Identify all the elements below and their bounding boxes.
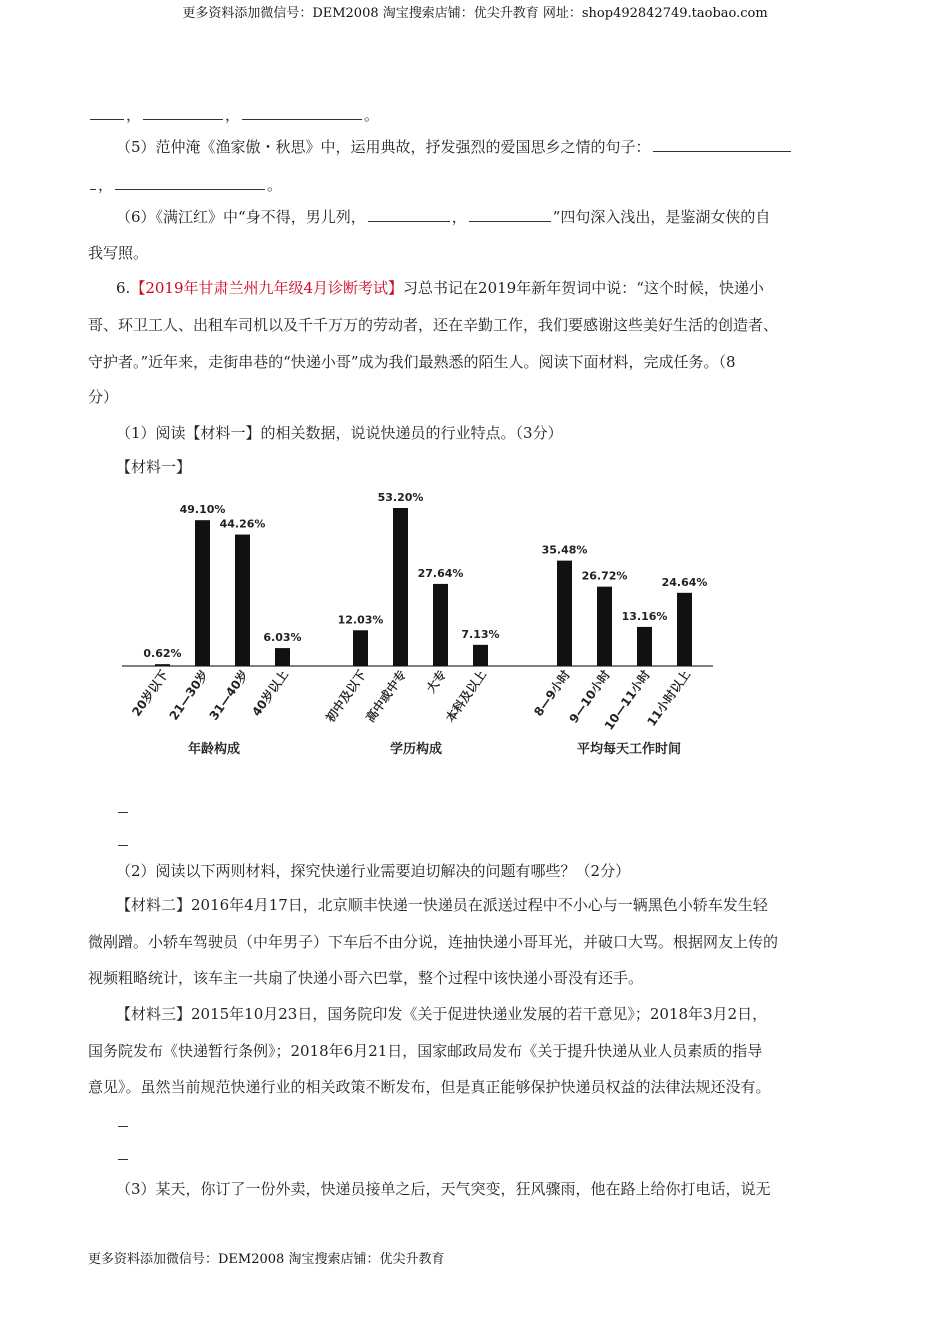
sub-question-1: （1）阅读【材料一】的相关数据，说说快递员的行业特点。（3分） bbox=[116, 424, 563, 442]
material-3-line3: 意见》。虽然当前规范快递行业的相关政策不断发布，但是真正能够保护快递员权益的法律法规还没有。 bbox=[88, 1078, 771, 1096]
bar bbox=[275, 648, 290, 666]
question-5 bbox=[116, 136, 793, 157]
bar-value-label: 24.64% bbox=[661, 575, 708, 589]
category-label: 31—40岁 bbox=[206, 667, 251, 723]
bar-value-label: 44.26% bbox=[219, 517, 266, 531]
question-6-line2: 哥、环卫工人、出租车司机以及千千万万的劳动者，还在辛勤工作，我们要感谢这些美好生活的创造者、 bbox=[88, 316, 779, 334]
category-label: 大专 bbox=[423, 667, 449, 696]
category-label: 9—10小时 bbox=[566, 667, 613, 726]
bar bbox=[433, 584, 448, 666]
question-number: 6. bbox=[116, 279, 131, 297]
bar bbox=[473, 645, 488, 666]
answer-dash bbox=[118, 845, 128, 846]
text: 习总书记在2019年新年贺词中说：“这个时候，快递小 bbox=[403, 279, 764, 297]
question-5-cont bbox=[88, 174, 282, 195]
bar-value-label: 7.13% bbox=[461, 627, 500, 641]
bar bbox=[155, 664, 170, 666]
blank[interactable] bbox=[90, 188, 96, 190]
bar bbox=[597, 587, 612, 666]
sub-question-2: （2）阅读以下两则材料，探究快递行业需要迫切解决的问题有哪些？（2分） bbox=[116, 862, 631, 880]
separator: ， bbox=[451, 208, 467, 226]
separator: ， bbox=[225, 106, 241, 124]
category-label: 初中及以下 bbox=[323, 667, 369, 725]
separator: 。 bbox=[364, 106, 380, 124]
page-footer: 更多资料添加微信号：DEM2008 淘宝搜索店铺：优尖升教育 bbox=[88, 1252, 445, 1267]
bar bbox=[235, 535, 250, 666]
bar-value-label: 6.03% bbox=[263, 631, 302, 645]
separator: ， bbox=[98, 176, 114, 194]
group-title: 学历构成 bbox=[389, 742, 443, 757]
material-2-line2: 微剐蹭。小轿车驾驶员（中年男子）下车后不由分说，连抽快递小哥耳光，并破口大骂。根据网友上传的 bbox=[88, 933, 779, 951]
category-label: 20岁以下 bbox=[129, 667, 171, 719]
question-5-text: （5）范仲淹《渔家傲・秋思》中，运用典故，抒发强烈的爱国思乡之情的句子： bbox=[116, 138, 651, 156]
bar-value-label: 53.20% bbox=[377, 491, 424, 504]
question-6-sub bbox=[116, 206, 770, 227]
category-label: 本科及以上 bbox=[443, 667, 489, 725]
material-1-chart bbox=[110, 480, 720, 770]
material-3-line1: 【材料三】2015年10月23日，国务院印发《关于促进快递业发展的若干意见》；2018年3月2日， bbox=[116, 1005, 768, 1023]
group-title: 年龄构成 bbox=[187, 742, 241, 757]
text: ”四句深入浅出，是鉴湖女侠的自 bbox=[552, 208, 771, 226]
category-label: 高中或中专 bbox=[363, 667, 409, 725]
category-label: 8—9小时 bbox=[531, 667, 573, 719]
question-6-line1 bbox=[116, 277, 764, 298]
bar bbox=[393, 508, 408, 666]
bar-value-label: 49.10% bbox=[179, 503, 226, 517]
category-label: 21—30岁 bbox=[166, 667, 211, 723]
bar bbox=[637, 627, 652, 666]
separator: ， bbox=[126, 106, 142, 124]
text: （6）《满江红》中“身不得，男儿列， bbox=[116, 208, 366, 226]
question-6-line4: 分） bbox=[88, 388, 119, 406]
answer-blank-line bbox=[88, 104, 379, 125]
bar bbox=[557, 561, 572, 666]
blank[interactable] bbox=[469, 220, 551, 222]
material-3-line2: 国务院发布《快递暂行条例》；2018年6月21日，国家邮政局发布《关于提升快递从业人员素质的指导 bbox=[88, 1042, 763, 1060]
bar bbox=[353, 630, 368, 666]
material-1-label: 【材料一】 bbox=[116, 458, 192, 476]
separator: 。 bbox=[267, 176, 283, 194]
blank[interactable] bbox=[115, 188, 265, 190]
answer-dash bbox=[118, 812, 128, 813]
category-label: 40岁以上 bbox=[249, 667, 291, 719]
bar bbox=[195, 520, 210, 666]
question-6-sub-line2: 我写照。 bbox=[88, 244, 149, 262]
sub-question-3: （3）某天，你订了一份外卖，快递员接单之后，天气突变，狂风骤雨，他在路上给你打电话，说无 bbox=[116, 1180, 771, 1198]
bar-value-label: 12.03% bbox=[337, 613, 384, 627]
blank[interactable] bbox=[90, 118, 124, 120]
source-tag: 【2019年甘肃兰州九年级4月诊断考试】 bbox=[130, 279, 404, 297]
blank[interactable] bbox=[242, 118, 362, 120]
page-header: 更多资料添加微信号：DEM2008 淘宝搜索店铺：优尖升教育 网址：shop492842749.taobao.com bbox=[182, 6, 768, 21]
answer-dash bbox=[118, 1126, 128, 1127]
blank[interactable] bbox=[368, 220, 450, 222]
answer-dash bbox=[118, 1159, 128, 1160]
material-2-line1: 【材料二】2016年4月17日，北京顺丰快递一快递员在派送过程中不小心与一辆黑色小轿车发生轻 bbox=[116, 896, 768, 914]
group-title: 平均每天工作时间 bbox=[576, 742, 682, 757]
blank[interactable] bbox=[143, 118, 223, 120]
bar-value-label: 35.48% bbox=[541, 543, 588, 557]
bar-value-label: 13.16% bbox=[621, 609, 668, 623]
blank[interactable] bbox=[653, 150, 791, 152]
category-label: 10—11小时 bbox=[601, 667, 653, 733]
bar bbox=[677, 593, 692, 666]
material-2-line3: 视频粗略统计，该车主一共扇了快递小哥六巴掌，整个过程中该快递小哥没有还手。 bbox=[88, 969, 644, 987]
bar-value-label: 26.72% bbox=[581, 569, 628, 583]
bar-value-label: 27.64% bbox=[417, 566, 464, 580]
question-6-line3: 守护者。”近年来，走街串巷的“快递小哥”成为我们最熟悉的陌生人。阅读下面材料，完成任务。（8 bbox=[88, 353, 736, 371]
bar-value-label: 0.62% bbox=[143, 647, 182, 661]
category-label: 11小时以上 bbox=[644, 667, 693, 729]
